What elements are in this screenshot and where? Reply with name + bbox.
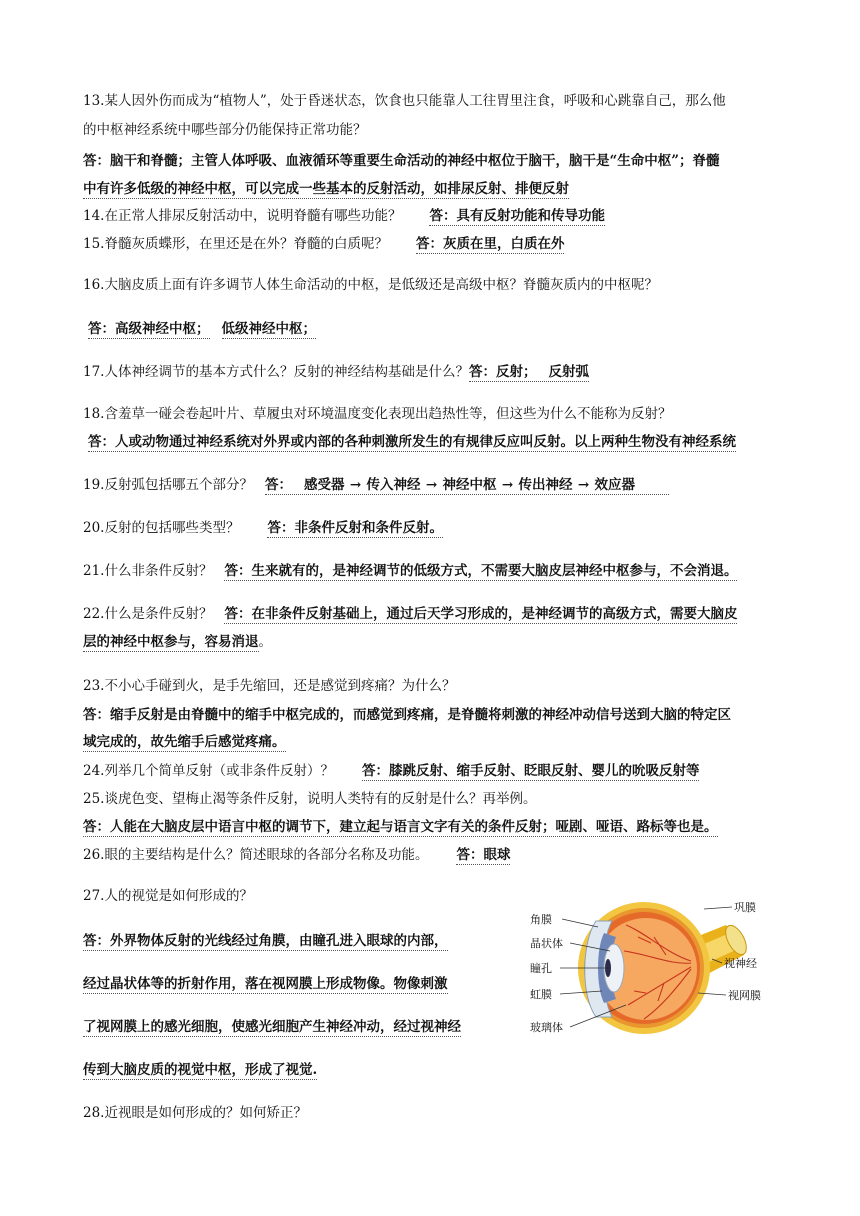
- label-iris: 虹膜: [530, 988, 552, 1001]
- q24: [83, 762, 699, 780]
- q15-question: 15.脊髓灰质蝶形，在里还是在外？脊髓的白质呢？: [83, 236, 388, 252]
- q17-answer: 答：反射； 反射弧: [468, 364, 589, 380]
- q24-answer: 答：膝跳反射、缩手反射、眨眼反射、婴儿的吮吸反射等: [361, 763, 700, 779]
- q13-answer-line1: 答：脑干和脊髓；主管人体呼吸、血液循环等重要生命活动的神经中枢位于脑干，脑干是“生命中枢”；脊髓: [83, 153, 720, 169]
- q16-answer: 答：高级神经中枢； 低级神经中枢；: [88, 321, 316, 337]
- q13-answer-line2: 中有许多低级的神经中枢，可以完成一些基本的反射活动，如排尿反射、排便反射: [83, 181, 569, 197]
- q24-question: 24.列举几个简单反射（或非条件反射）？: [83, 763, 334, 779]
- q21-question: 21.什么非条件反射？: [83, 563, 213, 579]
- q27-answer-line1: 答：外界物体反射的光线经过角膜，由瞳孔进入眼球的内部，: [83, 933, 448, 949]
- q16-question: 16.大脑皮质上面有许多调节人体生命活动的中枢，是低级还是高级中枢？脊髓灰质内的中枢呢？: [83, 277, 658, 293]
- q23-answer-line2: 域完成的，故先缩手后感觉疼痛。: [83, 734, 286, 750]
- q20-answer: 答：非条件反射和条件反射。: [267, 520, 443, 536]
- label-pupil: 瞳孔: [530, 962, 552, 975]
- q20: [83, 519, 443, 537]
- q14-answer: 答：具有反射功能和传导功能: [429, 208, 605, 224]
- q25-question: 25.谈虎色变、望梅止渴等条件反射，说明人类特有的反射是什么？再举例。: [83, 791, 537, 807]
- eyeball-diagram: [526, 893, 778, 1043]
- q18-answer: 答：人或动物通过神经系统对外界或内部的各种刺激所发生的有规律反应叫反射。以上两种生物没有神经系统: [88, 434, 736, 450]
- q26: [83, 846, 510, 864]
- q21-answer: 答：生来就有的，是神经调节的低级方式，不需要大脑皮层神经中枢参与，不会消退。: [224, 563, 738, 579]
- q26-answer: 答：眼球: [456, 847, 511, 863]
- q17-question: 17.人体神经调节的基本方式什么？反射的神经结构基础是什么？: [83, 364, 469, 380]
- q26-question: 26.眼的主要结构是什么？简述眼球的各部分名称及功能。: [83, 847, 429, 863]
- label-sclera: 巩膜: [734, 901, 756, 914]
- q19-answer: 答： 感受器 → 传入神经 → 神经中枢 → 传出神经 → 效应器: [265, 477, 669, 495]
- q25-answer: 答：人能在大脑皮层中语言中枢的调节下，建立起与语言文字有关的条件反射；哑剧、哑语、路标等也是。: [83, 819, 718, 835]
- q15: [83, 235, 564, 253]
- q13-line1: 13.某人因外伤而成为“植物人”，处于昏迷状态，饮食也只能靠人工往胃里注食，呼吸和心跳靠自己，那么他: [83, 93, 726, 109]
- q22: [83, 605, 737, 623]
- q22-answer-line2: 层的神经中枢参与，容易消退。: [83, 634, 272, 650]
- q27-answer-line2: 经过晶状体等的折射作用，落在视网膜上形成物像。物像刺激: [83, 976, 448, 992]
- q27-answer-line3: 了视网膜上的感光细胞，使感光细胞产生神经冲动，经过视神经: [83, 1019, 461, 1035]
- q27-answer-line4: 传到大脑皮质的视觉中枢，形成了视觉.: [83, 1062, 318, 1078]
- q22-answer-line1: 答：在非条件反射基础上，通过后天学习形成的，是神经调节的高级方式，需要大脑皮: [224, 606, 738, 622]
- label-retina: 视网膜: [728, 989, 761, 1002]
- q23-answer-line1: 答：缩手反射是由脊髓中的缩手中枢完成的，而感觉到疼痛，是脊髓将刺激的神经冲动信号送到大脑的特定区: [83, 707, 731, 723]
- q14: [83, 207, 605, 225]
- q19: [83, 476, 669, 494]
- q20-question: 20.反射的包括哪些类型？: [83, 520, 240, 536]
- q14-question: 14.在正常人排尿反射活动中，说明脊髓有哪些功能？: [83, 208, 402, 224]
- q27-question: 27.人的视觉是如何形成的？: [83, 888, 253, 904]
- q21: [83, 562, 737, 580]
- q15-answer: 答：灰质在里，白质在外: [415, 236, 565, 252]
- q13-line2: 的中枢神经系统中哪些部分仍能保持正常功能？: [83, 122, 367, 138]
- q22-question: 22.什么是条件反射？: [83, 606, 213, 622]
- q19-question: 19.反射弧包括哪五个部分？: [83, 477, 253, 493]
- label-vitreous: 玻璃体: [530, 1021, 563, 1034]
- label-cornea: 角膜: [530, 913, 552, 926]
- q28-question: 28.近视眼是如何形成的？如何矫正？: [83, 1105, 307, 1121]
- q23-question: 23.不小心手碰到火，是手先缩回，还是感觉到疼痛？为什么？: [83, 678, 456, 694]
- q17: [83, 363, 589, 381]
- label-optic-nerve: 视神经: [724, 957, 757, 970]
- label-lens: 晶状体: [530, 937, 563, 950]
- q18-question: 18.含羞草一碰会卷起叶片、草履虫对环境温度变化表现出趋热性等，但这些为什么不能称为反射？: [83, 406, 672, 422]
